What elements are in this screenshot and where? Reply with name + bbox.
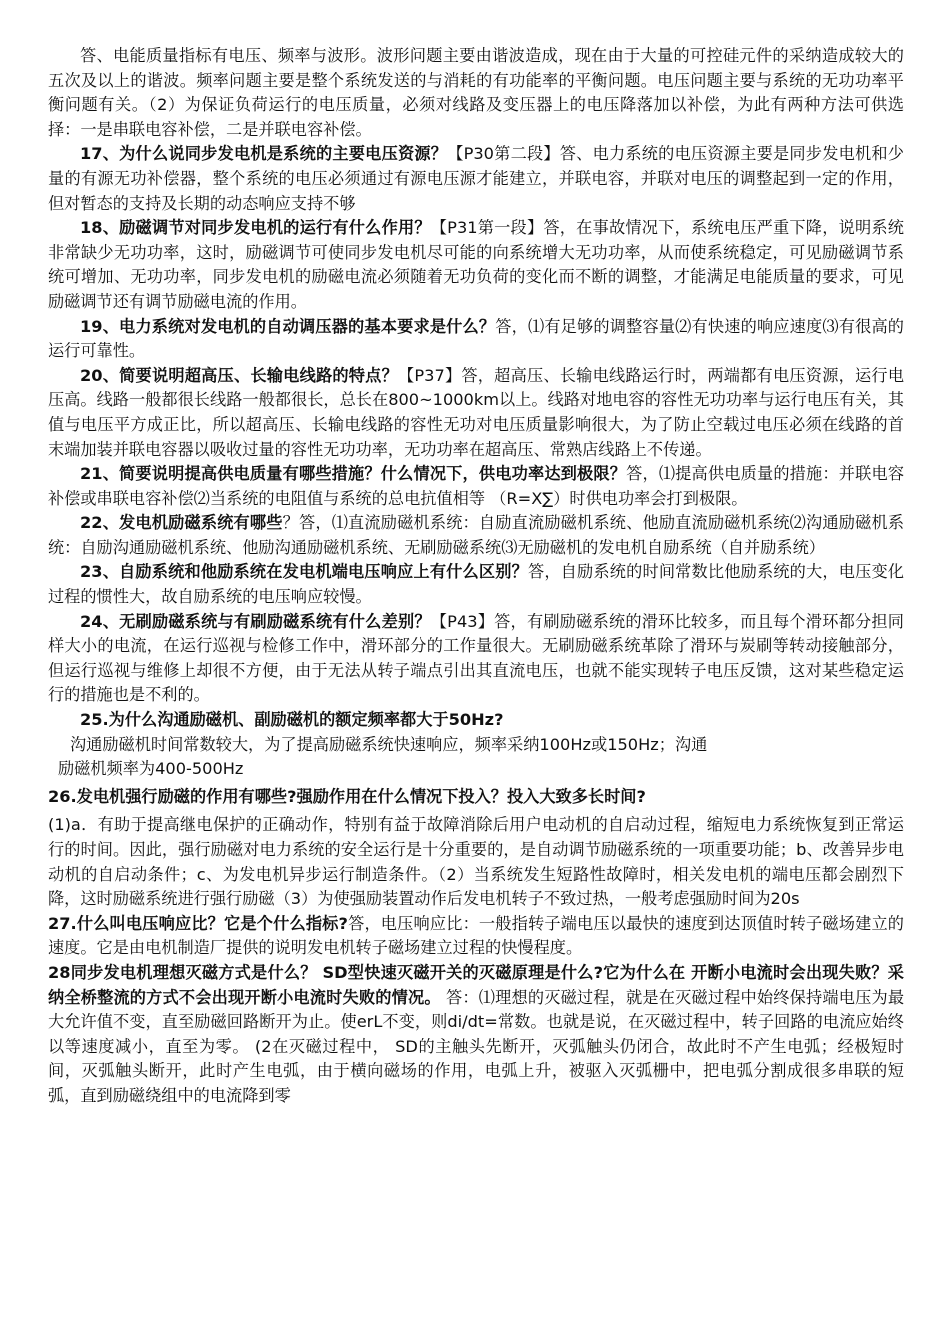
question-22: 22、发电机励磁系统有哪些 — [80, 513, 283, 533]
qa-26-question-paragraph — [48, 785, 904, 810]
answer-20: 【P37】答，超高压、长输电线路运行时，两端都有电压资源，运行电压高。线路一般都很长线路一般都很长，总长在800~1000km以上。线路对地电容的容性无功功率与运行电压有关，其值与电压平方成正比，所以超高压、长输电线路的容性无功对电压质量影响很大，为了防止空载过电压必须在线路的首末端加装并联电容器以吸收过量的容性无功功率，无功功率在超高压、常熟店线路上不传递。 — [48, 365, 905, 459]
question-25: 25.为什么沟通励磁机、副励磁机的额定频率都大于50Hz? — [80, 710, 504, 730]
answer-16-paragraph — [48, 44, 904, 142]
answer-23: 答，自励系统的时间常数比他励系统的大，电压变化过程的惯性大，故自励系统的电压响应较慢。 — [48, 562, 904, 607]
question-23: 23、自励系统和他励系统在发电机端电压响应上有什么区别？ — [80, 562, 528, 582]
qa-28-paragraph — [48, 961, 904, 1109]
answer-25-line-2: 励磁机频率为400-500Hz — [58, 759, 244, 779]
question-20: 20、简要说明超高压、长输电线路的特点？ — [80, 365, 398, 385]
qa-23-paragraph — [48, 560, 904, 609]
qa-19-paragraph — [48, 315, 904, 364]
qa-20-paragraph — [48, 364, 904, 462]
answer-21: 答，⑴提高供电质量的措施：并联电容补偿或串联电容补偿⑵当系统的电阻值与系统的总电抗值相等 （R=X∑）时供电功率会打到极限。 — [48, 464, 905, 508]
qa-21-paragraph — [48, 462, 904, 511]
answer-24: 【P43】答，有刷励磁系统的滑环比较多，而且每个滑环都分担同样大小的电流，在运行巡视与检修工作中，滑环部分的工作量很大。无刷励磁系统革除了滑环与炭刷等转动接触部分，但运行巡视与维修上却很不方便，由于无法从转子端点引出其直流电压，也就不能实现转子电压反馈，这对某些稳定运行的措施也是不利的。 — [48, 611, 904, 705]
question-24: 24、无刷励磁系统与有刷励磁系统有什么差别？ — [80, 611, 431, 631]
answer-text: 答、电能质量指标有电压、频率与波形。波形问题主要由谐波造成，现在由于大量的可控硅元件的采纳造成较大的五次及以上的谐波。频率问题主要是整个系统发送的与消耗的有功能率的平衡问题。电压问题主要与系统的无功功率平衡问题有关。（2）为保证负荷运行的电压质量，必须对线路及变压器上的电压降落加以补偿，为此有两种方法可供选择：一是串联电容补偿，二是并联电容补偿。 — [48, 46, 904, 139]
qa-27-paragraph — [48, 912, 904, 961]
qa-17-paragraph — [48, 142, 904, 216]
answer-22: ？答，⑴直流励磁机系统：自励直流励磁机系统、他励直流励磁机系统⑵沟通励磁机系统：自励沟通励磁机系统、他励沟通励磁机系统、无刷励磁系统⑶无励磁机的发电机自励系统（自并励系统） — [48, 513, 905, 557]
answer-27: 答，电压响应比：一般指转子端电压以最快的速度到达顶值时转子磁场建立的速度。它是由电机制造厂提供的说明发电机转子磁场建立过程的快慢程度。 — [48, 913, 904, 958]
qa-25-question-paragraph — [48, 708, 904, 733]
question-17: 17、为什么说同步发电机是系统的主要电压资源？ — [80, 144, 448, 164]
question-18: 18、励磁调节对同步发电机的运行有什么作用？ — [80, 218, 431, 238]
answer-17: 【P30第二段】答、电力系统的电压资源主要是同步发电机和少量的有源无功补偿器，整个系统的电压必须通过有源电压源才能建立，并联电容，并联对电压的调整起到一定的作用，但对暂态的支持及长期的动态响应支持不够 — [48, 144, 904, 213]
answer-28: 答：⑴理想的灭磁过程，就是在灭磁过程中始终保持端电压为最大允许值不变，直至励磁回路断开为止。使erL不变，则di/dt=常数。也就是说，在灭磁过程中，转子回路的电流应始终以等速度减小，直至为零。 (2在灭磁过程中， SD的主触头先断开，灭弧触头仍闭合，故此时不产生电弧；经极短时间，灭弧触头断开，此时产生电弧，由于横向磁场的作用，电弧上升，被驱入灭弧栅中，把电弧分割成很多串联的短弧，直到励磁绕组中的电流降到零 — [48, 987, 905, 1105]
answer-18: 【P31第一段】答，在事故情况下，系统电压严重下降，说明系统非常缺少无功功率，这时，励磁调节可使同步发电机尽可能的向系统增大无功功率，从而使系统稳定，可见励磁调节系统可增加、无功功率，同步发电机的励磁电流必须随着无功负荷的变化而不断的调整，才能满足电能质量的要求，可见励磁调节还有调节励磁电流的作用。 — [48, 218, 904, 311]
question-26: 26.发电机强行励磁的作用有哪些?强励作用在什么情况下投入？投入大致多长时间? — [48, 786, 646, 806]
question-19: 19、电力系统对发电机的自动调压器的基本要求是什么？ — [80, 316, 496, 336]
question-28: 28同步发电机理想灭磁方式是什么？ SD型快速灭磁开关的灭磁原理是什么?它为什么在 开断小电流时会出现失败？采纳全桥整流的方式不会出现开断小电流时失败的情况。 — [48, 962, 904, 1007]
qa-24-paragraph — [48, 610, 904, 708]
answer-26-paragraph — [48, 813, 904, 911]
qa-22-paragraph — [48, 511, 904, 560]
qa-18-paragraph — [48, 216, 904, 314]
answer-26: (1)a．有助于提高继电保护的正确动作，特别有益于故障消除后用户电动机的自启动过程，缩短电力系统恢复到正常运行的时间。因此，强行励磁对电力系统的安全运行是十分重要的，是自动调节励磁系统的一项重要功能；b、改善异步电动机的自启动条件；c、为发电机异步运行制造条件。（2）当系统发生短路性故障时，相关发电机的端电压都会剧烈下降，这时励磁系统进行强行励磁（3）为使强励装置动作后发电机转子不致过热，一般考虑强励时间为20s — [48, 815, 904, 909]
answer-19: 答，⑴有足够的调整容量⑵有快速的响应速度⑶有很高的运行可靠性。 — [48, 316, 904, 361]
question-27: 27.什么叫电压响应比？它是个什么指标? — [48, 913, 348, 933]
question-21: 21、简要说明提高供电质量有哪些措施？什么情况下，供电功率达到极限？ — [80, 464, 627, 484]
answer-25-line-1: 沟通励磁机时间常数较大，为了提高励磁系统快速响应，频率采纳100Hz或150Hz；沟通 — [70, 734, 708, 754]
